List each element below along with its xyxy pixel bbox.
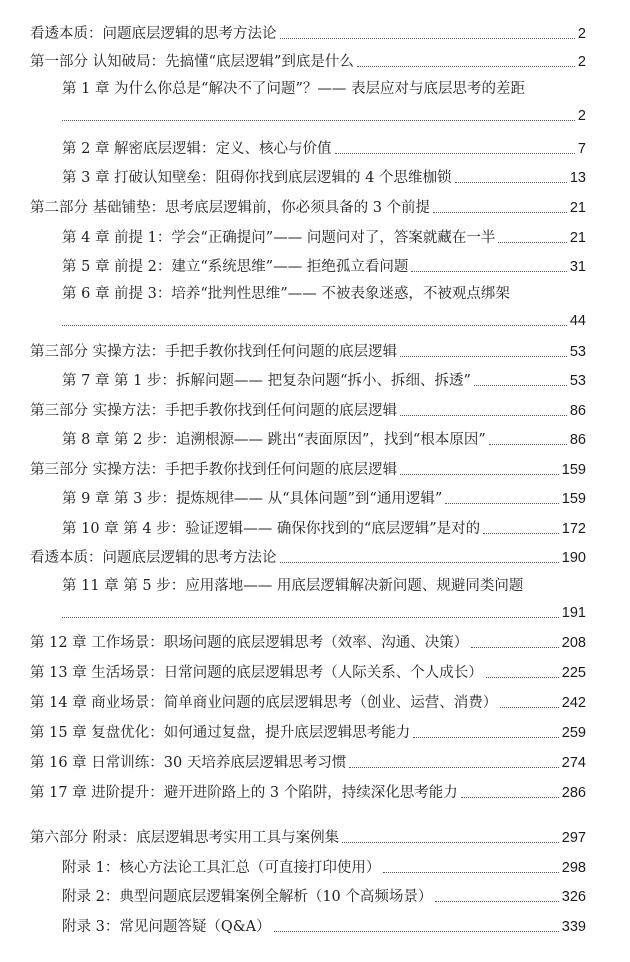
dot-leader [62,120,575,121]
toc-entry-page-number: 326 [561,889,586,905]
dot-leader [455,182,567,183]
toc-entry-title: 第 6 章 前提 3：培养“批判性思维”—— 不被表象迷惑，不被观点绑架 [62,286,510,302]
toc-entry-page-number: 274 [561,755,586,771]
toc-entry-title: 第 15 章 复盘优化：如何通过复盘，提升底层逻辑思考能力 [30,725,411,741]
dot-leader [280,38,575,39]
toc-entry[interactable] [62,575,586,623]
toc-entry[interactable] [62,517,586,539]
toc-entry[interactable] [30,399,586,421]
dot-leader [489,444,567,445]
dot-leader [461,797,559,798]
toc-entry-page-number: 2 [577,26,586,42]
toc-entry-continuation [62,309,586,331]
toc-entry-page-number: 2 [577,54,586,70]
toc-entry[interactable] [30,781,586,803]
dot-leader [445,503,559,504]
toc-entry-continuation [62,104,586,126]
toc-entry-title: 第 5 章 前提 2：建立“系统思维”—— 拒绝孤立看问题 [62,259,409,275]
toc-entry[interactable] [30,721,586,743]
dot-leader [483,533,559,534]
toc-entry[interactable] [62,78,586,126]
dot-leader [413,737,559,738]
toc-entry[interactable] [30,631,586,653]
toc-entry-title: 第三部分 实操方法：手把手教你找到任何问题的底层逻辑 [30,403,398,419]
dot-leader [280,562,559,563]
toc-entry-title: 第 2 章 解密底层逻辑：定义、核心与价值 [62,141,332,157]
toc-entry-page-number: 159 [561,462,586,478]
toc-entry-title: 第六部分 附录：底层逻辑思考实用工具与案例集 [30,830,340,846]
toc-entry-title: 第 1 章 为什么你总是“解决不了问题”？—— 表层应对与底层思考的差距 [62,81,525,97]
toc-entry-page-number: 31 [569,259,586,275]
toc-entry-page-number: 21 [569,230,586,246]
dot-leader [342,842,559,843]
dot-leader [383,872,558,873]
dot-leader [474,385,567,386]
toc-entry-page-number: 44 [569,313,586,329]
toc-entry-title: 第 9 章 第 3 步：提炼规律—— 从“具体问题”到“通用逻辑” [62,491,443,507]
dot-leader [435,901,558,902]
toc-entry-title: 附录 2：典型问题底层逻辑案例全解析（10 个高频场景） [62,889,433,905]
toc-entry-page-number: 191 [561,605,586,621]
toc-entry[interactable] [30,691,586,713]
toc-entry-page-number: 172 [561,521,586,537]
toc-entry[interactable] [30,546,586,568]
toc-entry-page-number: 53 [569,344,586,360]
toc-entry-title: 第三部分 实操方法：手把手教你找到任何问题的底层逻辑 [30,462,398,478]
toc-entry[interactable] [30,22,586,44]
toc-entry[interactable] [62,885,586,907]
toc-entry[interactable] [30,50,586,72]
toc-entry-page-number: 190 [561,550,586,566]
dot-leader [400,474,559,475]
toc-entry-page-number: 13 [569,170,586,186]
toc-entry-continuation [62,601,586,623]
toc-entry[interactable] [30,826,586,848]
toc-entry-title: 第 7 章 第 1 步：拆解问题—— 把复杂问题“拆小、拆细、拆透” [62,373,471,389]
toc-entry-page-number: 86 [569,432,586,448]
toc-entry-title: 附录 3：常见问题答疑（Q&A） [62,919,271,935]
toc-entry[interactable] [62,915,586,937]
toc-entry[interactable] [62,137,586,159]
toc-entry-page-number: 297 [561,830,586,846]
toc-entry-page-number: 53 [569,373,586,389]
toc-entry-page-number: 2 [577,108,586,124]
toc-entry-title: 第 11 章 第 5 步：应用落地—— 用底层逻辑解决新问题、规避同类问题 [62,578,524,594]
toc-entry[interactable] [62,283,586,331]
dot-leader [349,767,558,768]
toc-entry[interactable] [30,458,586,480]
toc-entry-title: 第 16 章 日常训练：30 天培养底层逻辑思考习惯 [30,755,347,771]
dot-leader [62,325,567,326]
toc-entry-page-number: 225 [561,665,586,681]
toc-entry-title: 第 17 章 进阶提升：避开进阶路上的 3 个陷阱，持续深化思考能力 [30,785,458,801]
dot-leader [471,647,559,648]
dot-leader [500,707,559,708]
toc-entry-page-number: 21 [569,200,586,216]
toc-entry-page-number: 86 [569,403,586,419]
toc-entry[interactable] [62,487,586,509]
toc-entry-title: 第三部分 实操方法：手把手教你找到任何问题的底层逻辑 [30,344,398,360]
toc-entry[interactable] [62,428,586,450]
toc-entry-page-number: 159 [561,491,586,507]
toc-entry-page-number: 259 [561,725,586,741]
toc-entry[interactable] [62,255,586,277]
dot-leader [62,617,559,618]
dot-leader [335,153,575,154]
toc-entry-title: 第 10 章 第 4 步：验证逻辑—— 确保你找到的“底层逻辑”是对的 [62,521,481,537]
toc-entry[interactable] [62,369,586,391]
toc-entry-title: 第 12 章 工作场景：职场问题的底层逻辑思考（效率、沟通、决策） [30,635,469,651]
toc-entry-title: 第 8 章 第 2 步：追溯根源—— 跳出“表面原因”，找到“根本原因” [62,432,486,448]
toc-entry-page-number: 286 [561,785,586,801]
dot-leader [433,212,567,213]
dot-leader [400,415,567,416]
dot-leader [486,677,559,678]
toc-entry-title: 第 3 章 打破认知壁垒：阻碍你找到底层逻辑的 4 个思维枷锁 [62,170,452,186]
toc-entry-page-number: 339 [561,919,586,935]
dot-leader [357,66,575,67]
toc-entry-page-number: 298 [561,860,586,876]
toc-entry-title: 第 14 章 商业场景：简单商业问题的底层逻辑思考（创业、运营、消费） [30,695,498,711]
toc-entry[interactable] [62,226,586,248]
toc-entry-title: 看透本质：问题底层逻辑的思考方法论 [30,550,277,566]
toc-entry[interactable] [30,196,586,218]
toc-entry-page-number: 208 [561,635,586,651]
toc-entry[interactable] [30,751,586,773]
dot-leader [498,242,567,243]
toc-entry[interactable] [62,166,586,188]
toc-entry[interactable] [30,340,586,362]
toc-entry-title: 第一部分 认知破局：先搞懂“底层逻辑”到底是什么 [30,54,354,70]
toc-entry-page-number: 7 [577,141,586,157]
toc-entry-title: 第二部分 基础铺垫：思考底层逻辑前，你必须具备的 3 个前提 [30,200,431,216]
dot-leader [400,356,567,357]
dot-leader [274,931,559,932]
dot-leader [411,271,567,272]
toc-entry-title: 第 4 章 前提 1：学会“正确提问”—— 问题问对了，答案就藏在一半 [62,230,496,246]
toc-entry-title: 附录 1：核心方法论工具汇总（可直接打印使用） [62,860,381,876]
toc-entry[interactable] [62,856,586,878]
toc-entry-page-number: 242 [561,695,586,711]
toc-entry-title: 第 13 章 生活场景：日常问题的底层逻辑思考（人际关系、个人成长） [30,665,483,681]
toc-entry-title: 看透本质：问题底层逻辑的思考方法论 [30,26,277,42]
toc-entry[interactable] [30,661,586,683]
